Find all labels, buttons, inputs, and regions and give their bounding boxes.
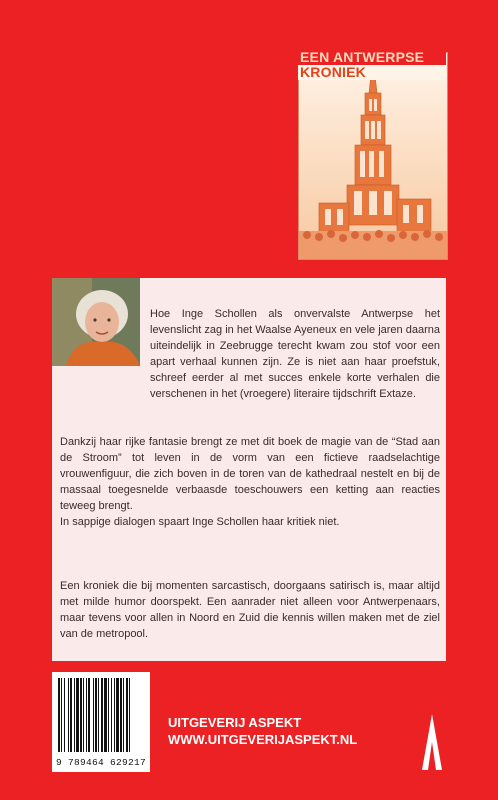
blurb-paragraph-4: Een kroniek die bij momenten sarcastisch, doorgaans satirisch is, maar altijd met milde humor doorspekt. Een aanrader niet alleen voor Antwerpenaars, maar tevens voor allen in Noord en Zuid die kennis willen maken met de ziel van de metropool. <box>60 580 440 640</box>
blurb-paragraph-3: In sappige dialogen spaart Inge Schollen haar kritiek niet. <box>60 516 340 528</box>
blurb-paragraph-1-block <box>150 306 440 402</box>
publisher-name: UITGEVERIJ ASPEKT <box>168 715 302 730</box>
blurb-paragraph-4-block <box>60 578 440 642</box>
isbn-number: 9 789464 629217 <box>55 757 146 768</box>
barcode-bars <box>52 676 150 756</box>
publisher-logo-icon <box>418 712 446 772</box>
cathedral-illustration <box>299 53 447 259</box>
cover-thumbnail <box>298 52 448 260</box>
isbn-barcode <box>52 672 150 772</box>
author-portrait <box>52 278 140 366</box>
publisher-block <box>168 714 357 748</box>
blurb-paragraph-2-block <box>60 434 440 530</box>
cover-thumbnail-title <box>298 50 446 80</box>
title-line-1: EEN ANTWERPSE <box>298 50 446 65</box>
title-line-2: KRONIEK <box>298 65 446 80</box>
blurb-paragraph-2: Dankzij haar rijke fantasie brengt ze met dit boek de magie van de “Stad aan de Stroom” tot leven in de vorm van een fictieve raadselachtige vrouwenfiguur, die zich boven in de toren van de kathedraal nestelt en bij de massaal toegesnelde verbaasde toeschouwers een ketting aan reacties teweeg brengt. <box>60 436 440 512</box>
blurb-paragraph-1: Hoe Inge Schollen als onvervalste Antwerpse het levenslicht zag in het Waalse Ayeneux en vele jaren daarna uiteindelijk in Zeebrugge terecht kwam zou stof voor een apart verhaal kunnen zijn. Ze is niet aan haar proefstuk, schreef eerder al met succes enkele korte verhalen die verschenen in het (vroegere) literaire tijdschrift Extaze. <box>150 308 440 400</box>
publisher-url: WWW.UITGEVERIJASPEKT.NL <box>168 732 358 747</box>
